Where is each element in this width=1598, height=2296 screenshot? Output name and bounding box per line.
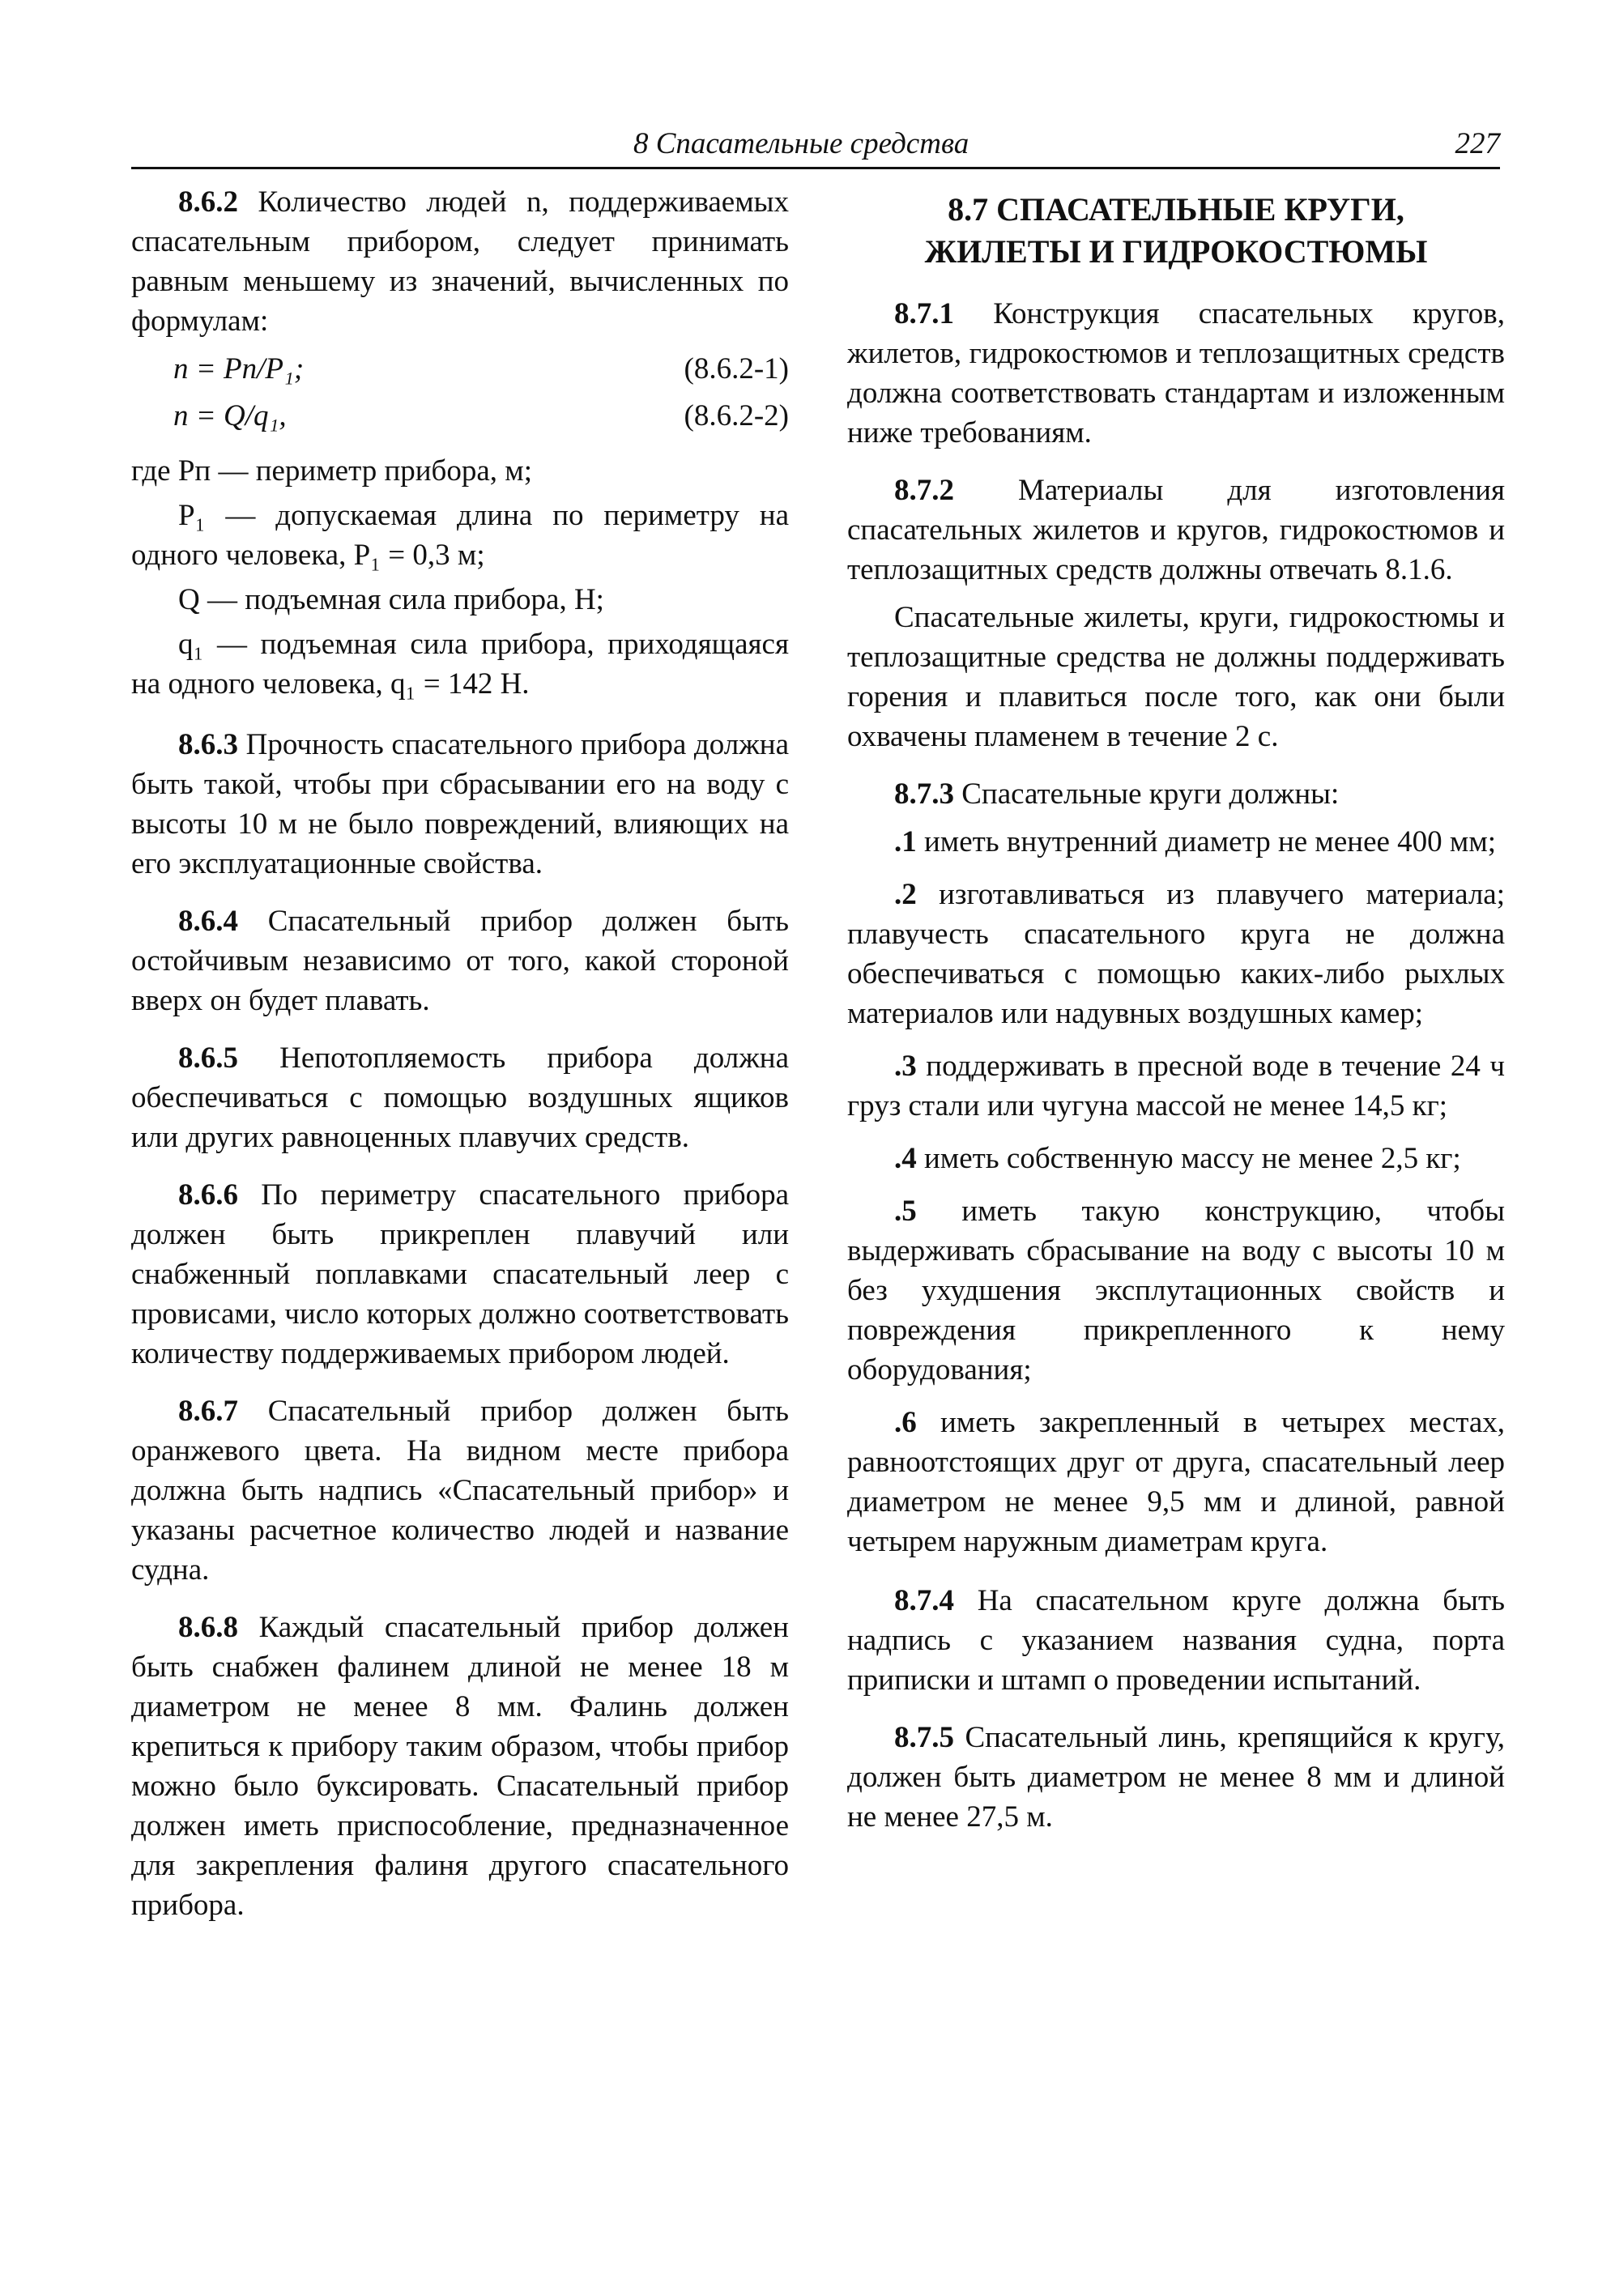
list-item-4: [847, 1139, 1505, 1178]
item-text: иметь закрепленный в четырех местах, равноотстоящих друг от друга, спасательный леер диаметром не менее 9,5 мм и длиной, равной четырем наружным диаметрам круга.: [847, 1406, 1505, 1558]
list-item-6: [847, 1403, 1505, 1561]
item-text: иметь внутренний диаметр не менее 400 мм;: [916, 825, 1497, 858]
left-column: [131, 182, 789, 1943]
formula-expression: n = Pп/P₁;: [173, 352, 305, 386]
clause-number: 8.7.3: [894, 777, 954, 811]
clause-number: 8.6.6: [178, 1178, 238, 1212]
clause-text: Спасательные круги должны:: [954, 777, 1340, 811]
list-item-1: [847, 822, 1505, 862]
page-number: 227: [1455, 127, 1500, 160]
item-number: .2: [894, 878, 917, 911]
clause-text: Каждый спасательный прибор должен быть снабжен фалинем длиной не менее 18 м диаметром не менее 8 мм. Фалинь должен крепиться к прибору таким образом, чтобы прибор можно было буксировать. Спасательный прибор должен иметь приспособление, предназначенное для закрепления фалиня другого спасательного прибора.: [131, 1611, 789, 1922]
clause-text: На спасательном круге должна быть надпись с указанием названия судна, порта приписки и штамп о проведении испытаний.: [847, 1584, 1505, 1697]
item-text: иметь такую конструкцию, чтобы выдерживать сбрасывание на воду с высоты 10 м без ухудшения эксплутационных свойств и повреждения прикрепленного к нему оборудования;: [847, 1195, 1505, 1387]
definition-q1: q₁ — подъемная сила прибора, приходящаяся на одного человека, q₁ = 142 Н.: [131, 628, 789, 701]
formula-reference: (8.6.2-2): [684, 399, 789, 432]
clause-number: 8.6.2: [178, 185, 238, 219]
clause-number: 8.6.7: [178, 1395, 238, 1428]
list-item-5: [847, 1191, 1505, 1390]
paragraph-8-7-2: [847, 471, 1505, 590]
running-title: 8 Спасательные средства: [633, 127, 969, 160]
item-text: поддерживать в пресной воде в течение 24 ч груз стали или чугуна массой не менее 14,5 кг;: [847, 1050, 1505, 1122]
paragraph-8-6-7: [131, 1391, 789, 1590]
paragraph-8-7-4: [847, 1581, 1505, 1700]
formula-expression: n = Q/q₁,: [173, 399, 287, 432]
item-number: .4: [894, 1142, 917, 1175]
clause-text: Спасательный прибор должен быть остойчивым независимо от того, какой стороной вверх он будет плавать.: [131, 905, 789, 1017]
clause-number: 8.7.1: [894, 297, 954, 330]
item-text: изготавливаться из плавучего материала; плавучесть спасательного круга не должна обеспечиваться с помощью каких-либо рыхлых материалов или надувных воздушных камер;: [847, 878, 1505, 1030]
clause-number: 8.6.4: [178, 905, 238, 938]
clause-number: 8.6.3: [178, 728, 238, 761]
clause-text: Материалы для изготовления спасательных жилетов и кругов, гидрокостюмов и теплозащитных средств должны отвечать 8.1.6.: [847, 474, 1505, 586]
definition-q: Q — подъемная сила прибора, Н;: [178, 583, 604, 616]
section-heading-8-7: [847, 189, 1505, 273]
clause-number: 8.7.4: [894, 1584, 954, 1617]
item-number: .6: [894, 1406, 917, 1439]
section-heading-line: ЖИЛЕТЫ И ГИДРОКОСТЮМЫ: [924, 233, 1428, 270]
paragraph-8-6-5: [131, 1038, 789, 1157]
definition-p1: P₁ — допускаемая длина по периметру на одного человека, P₁ = 0,3 м;: [131, 499, 789, 572]
clause-text: Спасательный линь, крепящийся к кругу, должен быть диаметром не менее 8 мм и длиной не менее 27,5 м.: [847, 1721, 1505, 1834]
list-item-2: [847, 875, 1505, 1033]
paragraph-8-6-6: [131, 1175, 789, 1374]
paragraph-8-6-4: [131, 901, 789, 1020]
paragraph-8-6-8: [131, 1608, 789, 1925]
clause-number: 8.6.5: [178, 1042, 238, 1075]
clause-text: Прочность спасательного прибора должна быть такой, чтобы при сбрасывании его на воду с высоты 10 м не было повреждений, влияющих на его эксплуатационные свойства.: [131, 728, 789, 880]
right-column: [847, 182, 1505, 1855]
clause-text: Спасательный прибор должен быть оранжевого цвета. На видном месте прибора должна быть надпись «Спасательный прибор» и указаны расчетное количество людей и название судна.: [131, 1395, 789, 1587]
formula-8-6-2-2: [131, 393, 789, 440]
clause-number: 8.6.8: [178, 1611, 238, 1644]
paragraph-8-7-2-continued: Спасательные жилеты, круги, гидрокостюмы и теплозащитные средства не должны поддерживать горения и плавиться после того, как они были охвачены пламенем в течение 2 с.: [847, 601, 1505, 753]
paragraph-8-6-3: [131, 725, 789, 884]
item-number: .1: [894, 825, 917, 858]
clause-text: Конструкция спасательных кругов, жилетов, гидрокостюмов и теплозащитных средств должна соответствовать стандартам и изложенным ниже требованиям.: [847, 297, 1505, 449]
formula-reference: (8.6.2-1): [684, 352, 789, 386]
item-text: иметь собственную массу не менее 2,5 кг;: [916, 1142, 1461, 1175]
definition-pn: где Pп — периметр прибора, м;: [131, 454, 532, 488]
paragraph-8-7-3: [847, 774, 1505, 814]
formula-8-6-2-1: [131, 346, 789, 393]
paragraph-8-7-5: [847, 1718, 1505, 1837]
item-number: .3: [894, 1050, 917, 1083]
item-number: .5: [894, 1195, 917, 1228]
clause-text: Непотопляемость прибора должна обеспечиваться с помощью воздушных ящиков или других равноценных плавучих средств.: [131, 1042, 789, 1154]
paragraph-8-7-1: [847, 294, 1505, 453]
list-item-3: [847, 1046, 1505, 1126]
clause-text: По периметру спасательного прибора должен быть прикреплен плавучий или снабженный поплавками спасательный леер с провисами, число которых должно соответствовать количеству поддерживаемых прибором людей.: [131, 1178, 789, 1370]
clause-number: 8.7.2: [894, 474, 954, 507]
paragraph-8-6-2: [131, 182, 789, 341]
section-heading-line: 8.7 СПАСАТЕЛЬНЫЕ КРУГИ,: [948, 191, 1404, 228]
page-header: [131, 121, 1500, 169]
clause-number: 8.7.5: [894, 1721, 954, 1754]
clause-text: Количество людей n, поддерживаемых спасательным прибором, следует принимать равным меньшему из значений, вычисленных по формулам:: [131, 185, 789, 338]
